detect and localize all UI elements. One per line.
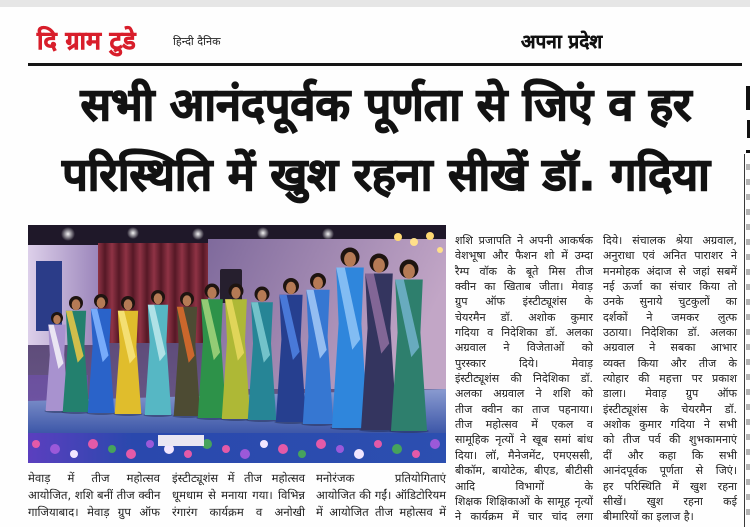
column-line: चेयरमैन डॉ. अशोक कुमार xyxy=(455,310,593,324)
headline-line-1: सभी आनंदपूर्वक पूर्णता से जिएं व हर xyxy=(80,78,692,131)
column-line: डाला। मेवाड़ ग्रुप ऑफ xyxy=(603,387,737,401)
article-column-1 xyxy=(28,470,160,521)
performer-face xyxy=(231,287,240,299)
column-line: तीज क्वीन का ताज पहनाया। xyxy=(455,402,593,416)
stage-flower xyxy=(32,440,40,448)
page-top-band xyxy=(0,0,750,7)
stage-flower xyxy=(336,445,344,453)
column-line: उनके सुनाये चुटकुलों का xyxy=(603,295,737,309)
column-line: इंस्टीट्यूशंस के चेयरमैन डॉ. xyxy=(603,402,737,416)
adjacent-headline-fragment xyxy=(746,150,750,153)
column-line: अशोक कुमार गदिया ने सभी xyxy=(603,418,737,432)
adjacent-article-edge xyxy=(744,68,750,527)
performer-saree xyxy=(145,305,172,415)
column-line: पुरस्कार दिये। मेवाड़ xyxy=(455,356,593,370)
performer-face xyxy=(286,282,296,294)
article-column-4 xyxy=(455,233,593,525)
stage-banner-sign xyxy=(158,435,204,446)
stage-flower xyxy=(430,439,440,449)
column-line: इंस्टीट्यूशंस की निदेशिका डॉ. xyxy=(455,372,593,386)
column-line: त्योहार की महत्ता पर प्रकाश xyxy=(603,372,737,386)
performer-saree xyxy=(174,307,201,416)
performer-face xyxy=(124,299,133,310)
stage-scene xyxy=(28,225,446,463)
column-line: उठाया। निदेशिका डॉ. अलका xyxy=(603,326,737,340)
stage-flower xyxy=(298,450,306,458)
column-line: गाजियाबाद। मेवाड़ ग्रुप ऑफ xyxy=(28,505,160,519)
performer-saree xyxy=(198,299,227,418)
performer-face xyxy=(97,297,106,308)
performer-saree xyxy=(63,311,90,412)
performer-saree xyxy=(361,273,397,430)
adjacent-headline-fragment xyxy=(746,86,750,110)
column-line: आयोजित की गईं। ऑडिटोरियम xyxy=(316,488,446,502)
column-line: रैम्प वॉक के बूते मिस तीज xyxy=(455,264,593,278)
performer-face xyxy=(207,287,216,299)
stage-flower xyxy=(108,445,116,453)
stage-flower xyxy=(392,444,402,454)
column-line: दीं और कहा कि सभी xyxy=(603,448,737,462)
adjacent-text-fragment xyxy=(746,164,750,524)
column-line: को तीज पर्व की शुभकामनाएं xyxy=(603,433,737,447)
column-line: दर्शकों ने जमकर लुत्फ xyxy=(603,310,737,324)
performer-face xyxy=(344,252,356,267)
performer-face xyxy=(183,295,192,306)
stage-flower xyxy=(278,444,288,454)
performer-face xyxy=(313,277,323,289)
column-line: शशि प्रजापति ने अपनी आकर्षक xyxy=(455,234,593,247)
column-line: मेवाड़ में तीज महोत्सव xyxy=(28,471,160,485)
column-line: तीज महोत्सव में एकल व xyxy=(455,418,593,432)
column-line: दिये। संचालक श्रेया अग्रवाल, xyxy=(603,234,737,247)
article-column-5 xyxy=(603,233,737,525)
column-line: में आयोजित तीज महोत्सव में xyxy=(316,505,446,519)
performer-face xyxy=(72,299,81,310)
column-line: मनमोहक अंदाज से जहां सबमें xyxy=(603,264,737,278)
performer-face xyxy=(154,293,163,304)
headline-line-2: परिस्थिति में खुश रहना सीखें डॉ. गदिया xyxy=(62,148,710,201)
stage-flower xyxy=(260,440,268,448)
performer-saree xyxy=(391,279,427,431)
column-line: नई ऊर्जा का संचार किया तो xyxy=(603,280,737,294)
column-line: अलका अग्रवाल ने शशि को xyxy=(455,387,593,401)
stage-flower xyxy=(412,450,420,458)
column-line: अग्रवाल ने सबका आभार xyxy=(603,341,737,355)
adjacent-column-rule xyxy=(744,154,745,527)
column-line: व्यक्त किया और तीज के xyxy=(603,356,737,370)
section-title: अपना प्रदेश xyxy=(521,31,603,53)
stage-flower xyxy=(50,444,60,454)
performer-face xyxy=(257,290,266,302)
column-line: धूमधाम से मनाया गया। विभिन्न xyxy=(172,488,305,502)
article-column-2 xyxy=(172,470,305,521)
performer-face xyxy=(53,315,60,324)
stage-flower xyxy=(126,449,136,459)
event-photo xyxy=(28,225,446,463)
column-line: रंगारंग कार्यक्रम व अनोखी xyxy=(172,505,305,519)
performer-saree xyxy=(222,299,251,419)
masthead-divider xyxy=(28,63,742,66)
column-line: हर परिस्थिति में खुश रहना xyxy=(603,479,737,493)
newspaper-name: दि ग्राम टुडे xyxy=(37,26,136,55)
performer-saree xyxy=(115,311,142,414)
column-line: अग्रवाल ने विजेताओं को xyxy=(455,341,593,355)
column-line: इंस्टीट्यूशंस में तीज महोत्सव xyxy=(172,471,305,485)
column-line: बीकॉम, बायोटेक, बीएड, बीटीसी xyxy=(455,464,593,478)
article-column-3 xyxy=(316,470,446,521)
stage-flower xyxy=(184,450,192,458)
column-line: आयोजित, शशि बनीं तीज क्वीन xyxy=(28,488,161,502)
stage-flower xyxy=(374,440,382,448)
performer-saree xyxy=(276,295,306,422)
column-line: बीमारियों का इलाज है। xyxy=(603,510,694,524)
column-line: वेशभूषा और फैशन शो में उम्दा xyxy=(455,249,593,263)
column-line: सीखें। खुश रहना कई xyxy=(603,494,737,508)
stage-flower xyxy=(316,439,326,449)
stage-flower xyxy=(240,449,250,459)
performer-saree xyxy=(88,309,115,413)
column-line: मनोरंजक प्रतियोगिताएं xyxy=(316,471,446,485)
column-line: ग्रुप ऑफ इंस्टीट्यूशंस के xyxy=(455,295,593,309)
stage-flower xyxy=(70,450,78,458)
column-line: अनुराधा एवं अनित पाराशर ने xyxy=(603,249,737,263)
column-line: क्वीन का खिताब जीता। मेवाड़ xyxy=(455,280,593,294)
column-line: आदि विभागों के xyxy=(455,479,593,493)
column-line: सामूहिक नृत्यों ने खूब समां बांध xyxy=(455,433,593,447)
newspaper-tagline: हिन्दी दैनिक xyxy=(173,35,221,48)
column-line: शिक्षक शिक्षिकाओं के सामूह नृत्यों xyxy=(455,494,593,508)
performer-face xyxy=(403,264,415,279)
stage-flower xyxy=(88,439,98,449)
performer-saree xyxy=(332,267,368,428)
column-line: दिया। लॉ, मैनेजमेंट, एमएससी, xyxy=(455,448,593,462)
stage-flower xyxy=(146,440,154,448)
performer-saree xyxy=(248,302,277,420)
column-line: आनंदपूर्वक पूर्णता से जिएं। xyxy=(603,464,737,478)
stage-flower xyxy=(222,445,230,453)
performer-saree xyxy=(303,290,333,424)
column-line: गदिया व निदेशिका डॉ. अलका xyxy=(455,326,593,340)
performer-face xyxy=(373,258,385,273)
stage-flower xyxy=(354,449,364,459)
column-line: ने कार्यक्रम में चार चांद लगा xyxy=(455,510,593,524)
